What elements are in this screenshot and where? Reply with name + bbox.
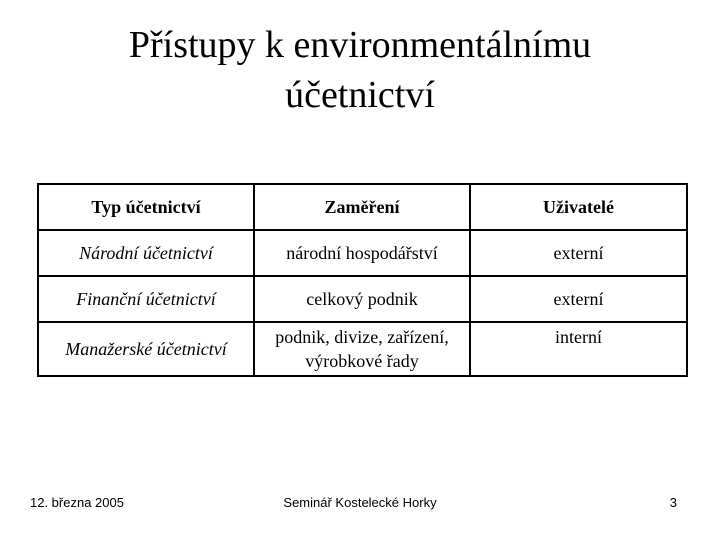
row-financial-type: Finanční účetnictví — [38, 276, 254, 322]
footer-page-number: 3 — [669, 495, 677, 510]
table-row — [38, 276, 687, 322]
footer-date: 12. března 2005 — [30, 495, 124, 510]
slide-title-line-2: účetnictví — [285, 74, 435, 116]
row-managerial-users: interní — [470, 322, 687, 376]
table-header-row — [38, 184, 687, 230]
row-financial-users: externí — [470, 276, 687, 322]
row-managerial-type: Manažerské účetnictví — [38, 322, 254, 376]
table-row — [38, 322, 687, 376]
footer-seminar: Seminář Kostelecké Horky — [283, 495, 437, 510]
row-national-type: Národní účetnictví — [38, 230, 254, 276]
row-financial-focus: celkový podnik — [254, 276, 470, 322]
accounting-approaches-table — [37, 183, 688, 377]
row-national-users: externí — [470, 230, 687, 276]
header-users: Uživatelé — [470, 184, 687, 230]
slide-title-line-1: Přístupy k environmentálnímu — [128, 24, 592, 66]
header-focus: Zaměření — [254, 184, 470, 230]
row-managerial-focus-line-1: podnik, divize, zařízení, — [275, 327, 449, 347]
slide-title — [0, 20, 720, 120]
table-row — [38, 230, 687, 276]
row-managerial-focus — [254, 322, 470, 376]
header-accounting-type: Typ účetnictví — [38, 184, 254, 230]
row-national-focus: národní hospodářství — [254, 230, 470, 276]
row-managerial-focus-line-2: výrobkové řady — [305, 351, 419, 371]
